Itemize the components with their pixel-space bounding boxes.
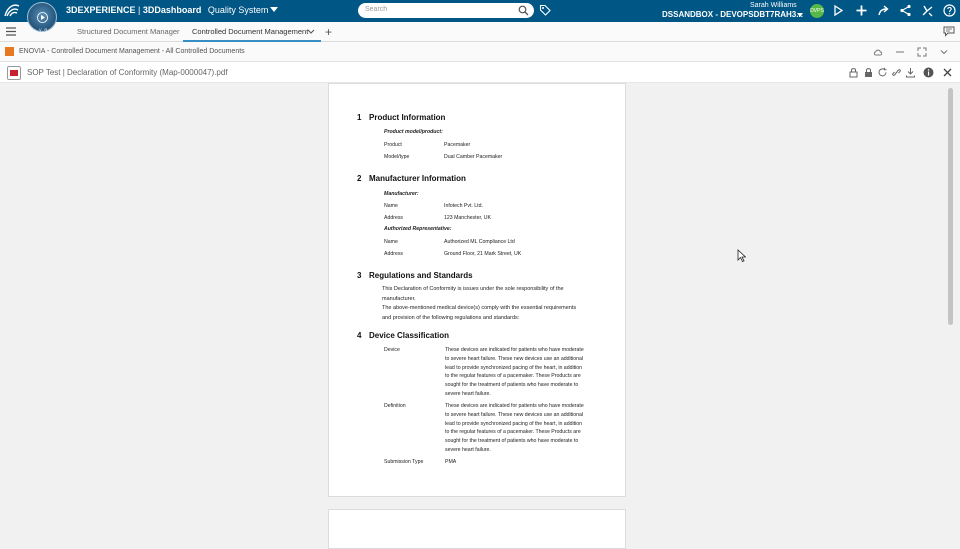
field-value: Ground Floor, 21 Mark Street, UK [444,251,522,257]
field-label: Model/type [384,154,410,160]
widget-title: ENOVIA - Controlled Document Management - All Controlled Documents [19,48,245,55]
dashboard-name: Quality System [207,5,269,15]
chevron-down-icon[interactable] [797,13,803,17]
vertical-scrollbar[interactable] [948,88,953,325]
field-label: Address [384,215,404,221]
field-value: PMA [445,459,457,465]
tag-icon[interactable] [539,4,551,16]
search-icon[interactable] [518,5,529,16]
plus-icon[interactable] [855,4,868,17]
play-icon [37,12,48,23]
tenant-name[interactable]: DSSANDBOX - DEVOPSDBT7RAH3... [662,10,803,19]
field-value: Dual Camber Pacemaker [444,154,503,160]
field-label: Name [384,203,398,209]
definition-description: These devices are indicated for patients who have moderate to severe heart failure. These new devices use an additional lead to provide synchronized pacing of the heart, in addition to the regular features of a pacemaker. These Products are sought for the treatment of patients who have moderate to severe heart failure. [445,403,584,453]
section-heading: 3 Regulations and Standards [357,271,473,280]
app-name: 3DDashboard [142,5,202,15]
chevron-down-icon [270,7,278,12]
tab-bar [0,22,960,42]
document-title: SOP Test | Declaration of Conformity (Map-0000047).pdf [27,68,228,77]
field-value: Infotech Pvt. Ltd. [444,203,483,209]
menu-icon[interactable] [6,27,16,36]
cloud-icon[interactable] [873,47,883,57]
field-value: Authorized ML Compliance Ltd [444,239,515,245]
minimize-icon[interactable] [895,47,905,57]
help-icon[interactable] [943,4,956,17]
brand-name: 3DEXPERIENCE [66,5,136,15]
mouse-cursor-icon [737,249,746,262]
subheading: Authorized Representative: [384,226,452,232]
document-header [0,62,960,83]
lock-icon[interactable] [863,67,874,78]
field-label: Definition [384,403,406,409]
refresh-icon[interactable] [877,67,888,78]
compass-tag-icon[interactable] [832,4,845,17]
subheading: Product model/product: [384,129,443,135]
section-heading: 4 Device Classification [357,331,450,340]
lock-person-icon[interactable] [848,67,859,78]
field-label: Name [384,239,398,245]
tab-controlled-document-management[interactable]: Controlled Document Management [192,27,309,36]
field-value: 123 Manchester, UK [444,215,492,221]
field-label: Address [384,251,404,257]
brand-title: 3DEXPERIENCE | 3DDashboard Quality System [66,5,278,15]
search-input[interactable] [358,3,534,18]
pdf-file-icon [7,66,21,80]
maximize-icon[interactable] [917,47,927,57]
link-icon[interactable] [891,67,902,78]
chat-icon[interactable] [943,26,955,37]
search-placeholder: Search [365,6,388,13]
field-label: Submission Type [384,459,424,465]
device-description: These devices are indicated for patients who have moderate to severe heart failure. These new devices use an additional lead to provide synchronized pacing of the heart, in addition to the regular features of a pacemaker. These Products are sought for the treatment of patients who have moderate to severe heart failure. [445,347,584,397]
close-icon[interactable] [942,67,953,78]
avatar[interactable]: DVPS [810,4,824,18]
section-heading: 2 Manufacturer Information [357,174,466,183]
subheading: Manufacturer: [384,191,419,197]
pdf-page-next [328,509,626,549]
enovia-app-icon [5,47,14,56]
info-icon[interactable] [923,67,934,78]
compass-label: V,R [39,27,49,32]
section-heading: 1 Product Information [357,113,446,122]
field-label: Product [384,142,402,148]
field-value: Pacemaker [444,142,471,148]
pdf-page [328,83,626,497]
share-icon[interactable] [899,4,912,17]
dashboard-selector[interactable] [208,5,279,15]
dassault-logo-icon[interactable] [3,3,21,19]
tools-icon[interactable] [921,4,934,17]
chevron-down-icon[interactable] [939,47,949,57]
share-arrow-icon[interactable] [877,4,890,17]
compass-icon[interactable] [27,2,57,32]
user-name[interactable]: Sarah Williams [750,2,797,9]
download-icon[interactable] [905,67,916,78]
tab-structured-document-manager[interactable]: Structured Document Manager [77,27,180,36]
field-label: Device [384,347,400,353]
chevron-down-icon[interactable] [307,28,315,35]
regulations-paragraph: This Declaration of Conformity is issues under the sole responsibility of the manufacturer. The above-mentioned medical device(s) comply with the essential requirements and provision of the following regulations and standards: [382,286,577,321]
add-tab-button[interactable]: + [325,25,333,39]
widget-header [0,42,960,62]
